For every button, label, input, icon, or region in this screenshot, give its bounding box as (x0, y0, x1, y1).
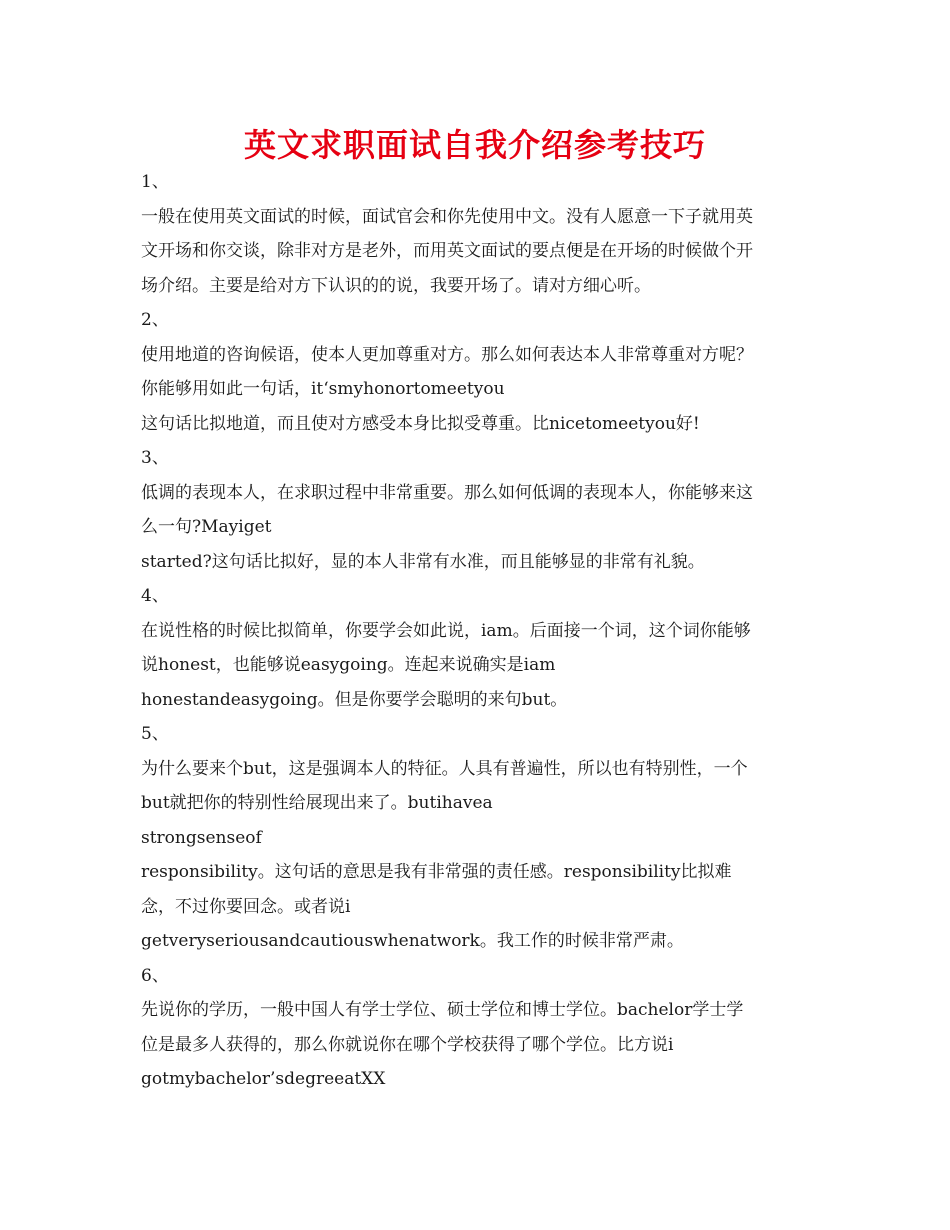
section-2 (141, 303, 813, 441)
section-number: 2、 (141, 310, 169, 330)
paragraph-line: gotmybachelor’sdegreeatXX (141, 1069, 386, 1089)
paragraph-line: getveryseriousandcautiouswhenatwork。我工作的时候非常严肃。 (141, 931, 684, 951)
paragraph-line: 念，不过你要回念。或者说i (141, 896, 351, 917)
paragraph-line: 为什么要来个but，这是强调本人的特征。人具有普遍性，所以也有特别性，一个 (141, 758, 748, 779)
paragraph-line: responsibility。这句话的意思是我有非常强的责任感。responsibility比拟难 (141, 862, 732, 882)
section-number: 1、 (141, 172, 169, 192)
section-3 (141, 441, 813, 579)
paragraph-line: 位是最多人获得的，那么你就说你在哪个学校获得了哪个学位。比方说i (141, 1034, 674, 1055)
paragraph-line: 使用地道的咨询候语，使本人更加尊重对方。那么如何表达本人非常尊重对方呢？ (141, 344, 753, 365)
paragraph-line: 在说性格的时候比拟简单，你要学会如此说，iam。后面接一个词，这个词你能够 (141, 620, 751, 641)
document-title: 英文求职面试自我介绍参考技巧 (243, 126, 706, 164)
paragraph-line: 你能够用如此一句话，it‘smyhonortomeetyou (141, 379, 505, 399)
paragraph-line: 么一句?Mayiget (141, 517, 272, 537)
section-1 (141, 165, 813, 303)
section-number: 3、 (141, 448, 169, 468)
paragraph-line: honestandeasygoing。但是你要学会聪明的来句but。 (141, 689, 568, 710)
paragraph-line: 先说你的学历，一般中国人有学士学位、硕士学位和博士学位。bachelor学士学 (141, 1000, 744, 1020)
paragraph-line: but就把你的特别性给展现出来了。butihavea (141, 793, 493, 813)
section-6 (141, 959, 813, 1097)
paragraph-line: started?这句话比拟好，显的本人非常有水准，而且能够显的非常有礼貌。 (141, 551, 705, 572)
paragraph-line: 场介绍。主要是给对方下认识的的说，我要开场了。请对方细心听。 (141, 275, 651, 296)
section-4 (141, 579, 813, 717)
section-5 (141, 717, 813, 959)
paragraph-line: 说honest，也能够说easygoing。连起来说确实是iam (141, 655, 556, 675)
document-body (141, 165, 813, 1097)
section-number: 6、 (141, 965, 169, 986)
paragraph-line: 这句话比拟地道，而且使对方感受本身比拟受尊重。比nicetomeetyou好! (141, 413, 700, 434)
paragraph-line: strongsenseof (141, 827, 262, 848)
paragraph-line: 低调的表现本人，在求职过程中非常重要。那么如何低调的表现本人，你能够来这 (141, 482, 753, 503)
section-number: 5、 (141, 724, 169, 744)
paragraph-line: 文开场和你交谈，除非对方是老外，而用英文面试的要点便是在开场的时候做个开 (141, 241, 753, 261)
section-number: 4、 (141, 586, 169, 606)
paragraph-line: 一般在使用英文面试的时候，面试官会和你先使用中文。没有人愿意一下子就用英 (141, 206, 753, 227)
